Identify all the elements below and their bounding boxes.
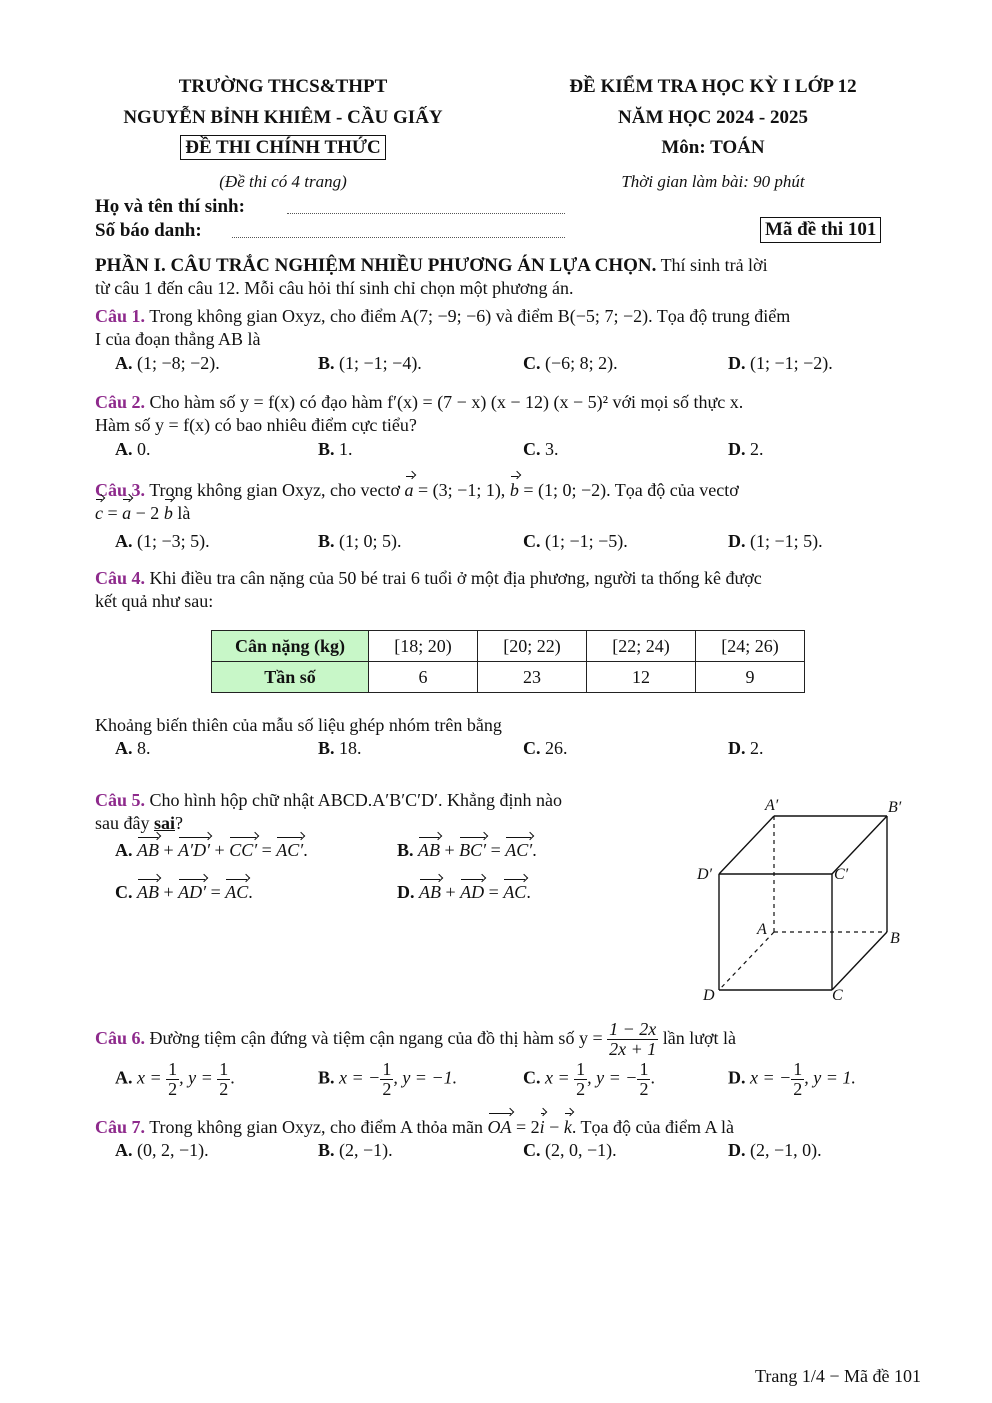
question-4-text2: kết quả như sau: [95,591,214,611]
vertex-label: D′ [697,866,713,883]
table-cell: 23 [478,662,587,693]
q7-option-b[interactable]: B. (2, −1). [318,1140,393,1160]
question-5-label: Câu 5. [95,790,146,810]
question-4-prompt: Khoảng biến thiên của mẫu số liệu ghép nhóm trên bằng [95,715,502,735]
q7-option-c[interactable]: C. (2, 0, −1). [523,1140,617,1160]
edge-d1a1 [719,816,774,874]
cuboid-figure [690,790,920,1010]
school-year: NĂM HỌC 2024 - 2025 [618,107,808,128]
vertex-label: D [703,987,715,1004]
vertex-label: B [890,930,900,947]
table-cell: 12 [587,662,696,693]
q1-option-d[interactable]: D. (1; −1; −2). [728,353,833,373]
subject: Môn: TOÁN [661,137,765,158]
question-1-label: Câu 1. [95,306,146,326]
part1-heading [95,254,925,300]
question-1 [95,305,925,351]
table-cell: 9 [696,662,805,693]
school-name-line1: TRƯỜNG THCS&THPT [178,76,388,97]
vertex-label: C [832,987,843,1004]
question-6-label: Câu 6. [95,1028,146,1048]
vector-oa: OA [487,1117,512,1137]
question-1-text2: I của đoạn thẳng AB là [95,329,261,349]
question-4-text1: Khi điều tra cân nặng của 50 bé trai 6 tuổi ở một địa phương, người ta thống kê được [145,568,762,588]
question-2-text2: Hàm số y = f(x) có bao nhiêu điểm cực tiểu? [95,415,417,435]
table-header-frequency: Tần số [212,662,369,693]
question-3: Câu 3. Trong không gian Oxyz, cho vectơ a = (3; −1; 1), b = (1; 0; −2). Tọa độ của vectơ c = a − 2 b là [95,480,739,523]
page-footer: Trang 1/4 − Mã đề 101 [755,1366,921,1386]
fraction-function: $\frac{1 - 2x}{2x + 1}$ [609,1019,657,1060]
q2-option-d[interactable]: D. 2. [728,439,764,459]
question-2 [95,391,925,437]
q5-option-d[interactable]: D. AB + AD = AC. [397,882,531,902]
question-7: Câu 7. Trong không gian Oxyz, cho điểm A thỏa mãn OA = 2i − k. Tọa độ của điểm A là [95,1117,734,1137]
official-exam-box [90,137,476,159]
question-6: Câu 6. Đường tiệm cận đứng và tiệm cận ngang của đồ thị hàm số y = $\frac{1 - 2x}{2x + 1}$ lần lượt là [95,1019,736,1060]
q6-option-a[interactable]: A. x = $\frac{1}{2}$ , y = $\frac{1}{2}$ . [115,1059,235,1099]
candidate-number-label: Số báo danh: [95,220,202,241]
q6-option-c[interactable]: C. x = $\frac{1}{2}$ , y = − $\frac{1}{2}$ . [523,1059,655,1099]
question-1-text1: Trong không gian Oxyz, cho điểm A(7; −9; −6) và điểm B(−5; 7; −2). Tọa độ trung điểm [145,306,791,326]
table-cell: [22; 24) [587,631,696,662]
q3-option-a[interactable]: A. (1; −3; 5). [115,531,210,551]
q1-option-b[interactable]: B. (1; −1; −4). [318,353,422,373]
table-cell: [24; 26) [696,631,805,662]
question-4 [95,567,925,613]
q4-option-c[interactable]: C. 26. [523,738,568,758]
edge-cb [832,932,887,990]
time-allowed: Thời gian làm bài: 90 phút [621,172,805,191]
question-7-label: Câu 7. [95,1117,146,1137]
question-4-label: Câu 4. [95,568,146,588]
table-cell: [18; 20) [369,631,478,662]
question-5-text1: Cho hình hộp chữ nhật ABCD.A′B′C′D′. Khẳng định nào [145,790,563,810]
exam-code-box: Mã đề thi 101 [760,217,881,243]
vertex-label: B′ [888,799,902,816]
emphasis-false: sai [153,813,175,833]
vector-b: b [509,480,519,500]
edge-ad-hidden [719,932,774,990]
q3-option-c[interactable]: C. (1; −1; −5). [523,531,628,551]
q5-option-b[interactable]: B. AB + BC′ = AC′. [397,840,537,860]
q5-option-c[interactable]: C. AB + AD′ = AC. [115,882,253,902]
question-5: Câu 5. Cho hình hộp chữ nhật ABCD.A′B′C′D′. Khẳng định nào sau đây sai? [95,790,563,833]
question-2-label: Câu 2. [95,392,146,412]
part1-instruction-a: Thí sinh trả lời [656,255,768,275]
vertex-label: A [757,921,767,938]
q5-option-a[interactable]: A. AB + A′D′ + CC′ = AC′. [115,840,308,860]
table-row [212,662,805,693]
school-name-line2: NGUYỄN BỈNH KHIÊM - CẦU GIẤY [123,107,443,128]
exam-title: ĐỀ KIỂM TRA HỌC KỲ I LỚP 12 [569,76,857,97]
vertex-label: C′ [834,866,849,883]
q2-option-c[interactable]: C. 3. [523,439,559,459]
table-header-weight: Cân nặng (kg) [212,631,369,662]
q4-option-a[interactable]: A. 8. [115,738,151,758]
vector-i: i [539,1117,545,1137]
q4-option-d[interactable]: D. 2. [728,738,764,758]
question-3-label: Câu 3. [95,480,146,500]
question-2-text1: Cho hàm số y = f(x) có đạo hàm f′(x) = (7 − x) (x − 12) (x − 5)² với mọi số thực x. [145,392,744,412]
student-name-label: Họ và tên thí sinh: [95,196,245,217]
q1-option-a[interactable]: A. (1; −8; −2). [115,353,220,373]
part1-instruction-b: từ câu 1 đến câu 12. Mỗi câu hỏi thí sinh chỉ chọn một phương án. [95,278,574,298]
q7-option-a[interactable]: A. (0, 2, −1). [115,1140,209,1160]
table-row [212,631,805,662]
q6-option-d[interactable]: D. x = − $\frac{1}{2}$ , y = 1. [728,1059,856,1099]
q2-option-b[interactable]: B. 1. [318,439,353,459]
q6-option-b[interactable]: B. x = − $\frac{1}{2}$ , y = −1. [318,1059,458,1099]
q4-option-b[interactable]: B. 18. [318,738,362,758]
official-exam-label: ĐỀ THI CHÍNH THỨC [180,135,386,160]
vector-c: c [95,503,103,523]
candidate-number-field[interactable] [232,223,565,238]
q1-option-c[interactable]: C. (−6; 8; 2). [523,353,618,373]
q3-option-d[interactable]: D. (1; −1; 5). [728,531,823,551]
student-name-field[interactable] [287,199,565,214]
table-cell: 6 [369,662,478,693]
q7-option-d[interactable]: D. (2, −1, 0). [728,1140,822,1160]
vertex-label: A′ [765,797,779,814]
frequency-table [211,630,805,693]
q3-option-b[interactable]: B. (1; 0; 5). [318,531,402,551]
pages-note: (Đề thi có 4 trang) [219,172,347,191]
part1-title: PHẦN I. CÂU TRẮC NGHIỆM NHIỀU PHƯƠNG ÁN LỰA CHỌN. [95,255,657,276]
vector-a: a [404,480,414,500]
table-cell: [20; 22) [478,631,587,662]
q2-option-a[interactable]: A. 0. [115,439,151,459]
vector-k: k [563,1117,572,1137]
